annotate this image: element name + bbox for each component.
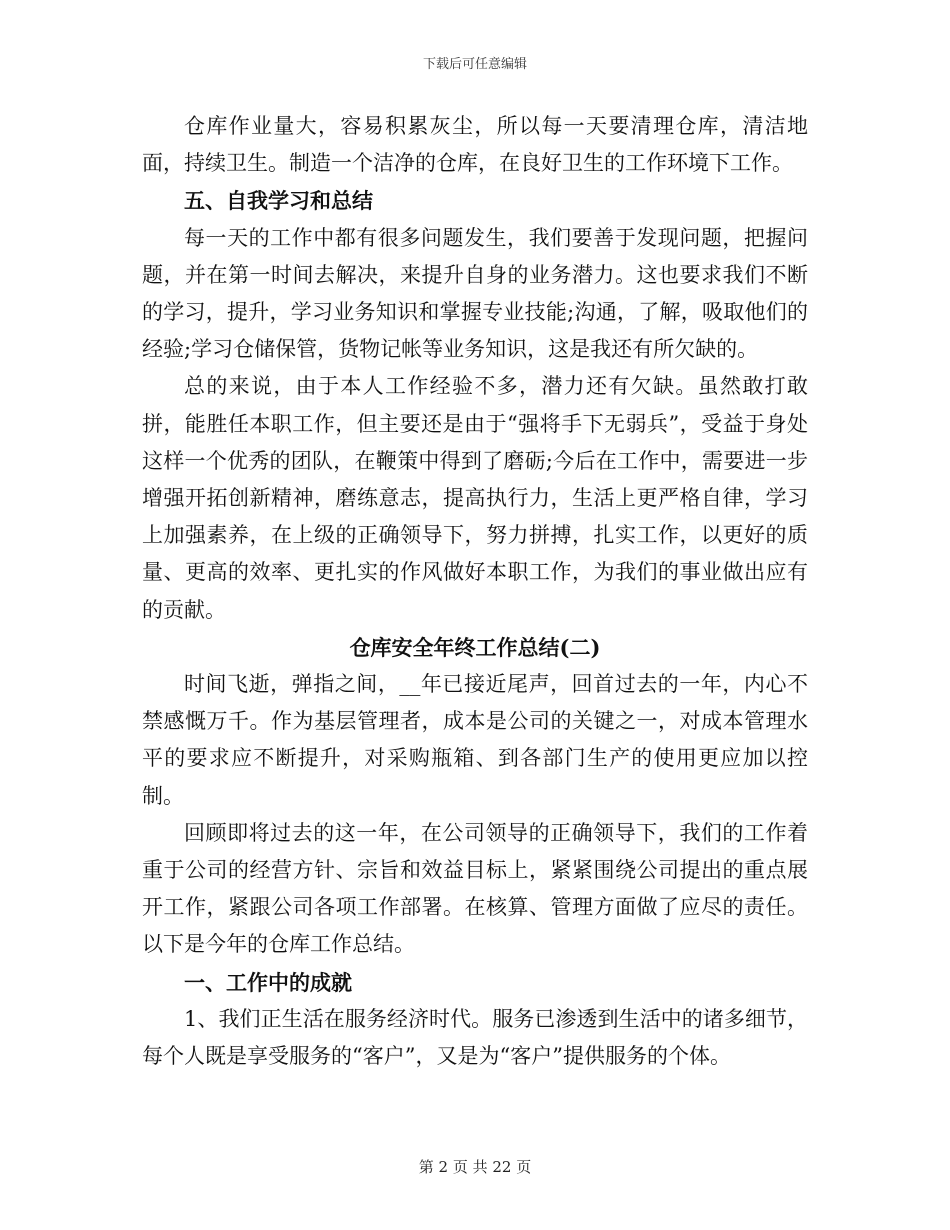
paragraph-summary: 总的来说，由于本人工作经验不多，潜力还有欠缺。虽然敢打敢拼，能胜任本职工作，但主要还是由于“强将手下无弱兵”，受益于身处这样一个优秀的团队，在鞭策中得到了磨砺;今后在工作中，需要进一步增强开拓创新精神，磨练意志，提高执行力，生活上更严格自律，学习上加强素养，在上级的正确领导下，努力拼搏，扎实工作，以更好的质量、更高的效率、更扎实的作风做好本职工作，为我们的事业做出应有的贡献。 (142, 374, 808, 622)
document-title-part-two: 仓库安全年终工作总结(二) (349, 634, 601, 660)
page-header: 下载后可任意编辑 (422, 57, 527, 72)
document-body (142, 108, 808, 1075)
page-footer: 第 2 页 共 22 页 (418, 1158, 532, 1176)
paragraph-service-economy: 1、我们正生活在服务经济时代。服务已渗透到生活中的诸多细节，每个人既是享受服务的“客户”，又是为“客户”提供服务的个体。 (142, 1006, 808, 1069)
paragraph-self-study: 每一天的工作中都有很多问题发生，我们要善于发现问题，把握问题，并在第一时间去解决，来提升自身的业务潜力。这也要求我们不断的学习，提升，学习业务知识和掌握专业技能;沟通，了解，吸取他们的经验;学习仓储保管，货物记帐等业务知识，这是我还有所欠缺的。 (142, 225, 808, 362)
paragraph-review: 回顾即将过去的这一年，在公司领导的正确领导下，我们的工作着重于公司的经营方针、宗旨和效益目标上，紧紧围绕公司提出的重点展开工作，紧跟公司各项工作部署。在核算、管理方面做了应尽的责任。以下是今年的仓库工作总结。 (142, 820, 808, 957)
section-heading-achievements: 一、工作中的成就 (184, 969, 352, 995)
paragraph-time-flies: 时间飞逝，弹指之间，__年已接近尾声，回首过去的一年，内心不禁感慨万千。作为基层管理者，成本是公司的关键之一，对成本管理水平的要求应不断提升，对采购瓶箱、到各部门生产的使用更应加以控制。 (142, 672, 808, 808)
section-heading-self-study: 五、自我学习和总结 (184, 188, 373, 214)
paragraph-warehouse-cleaning: 仓库作业量大，容易积累灰尘，所以每一天要清理仓库，清洁地面，持续卫生。制造一个洁净的仓库，在良好卫生的工作环境下工作。 (142, 114, 808, 176)
